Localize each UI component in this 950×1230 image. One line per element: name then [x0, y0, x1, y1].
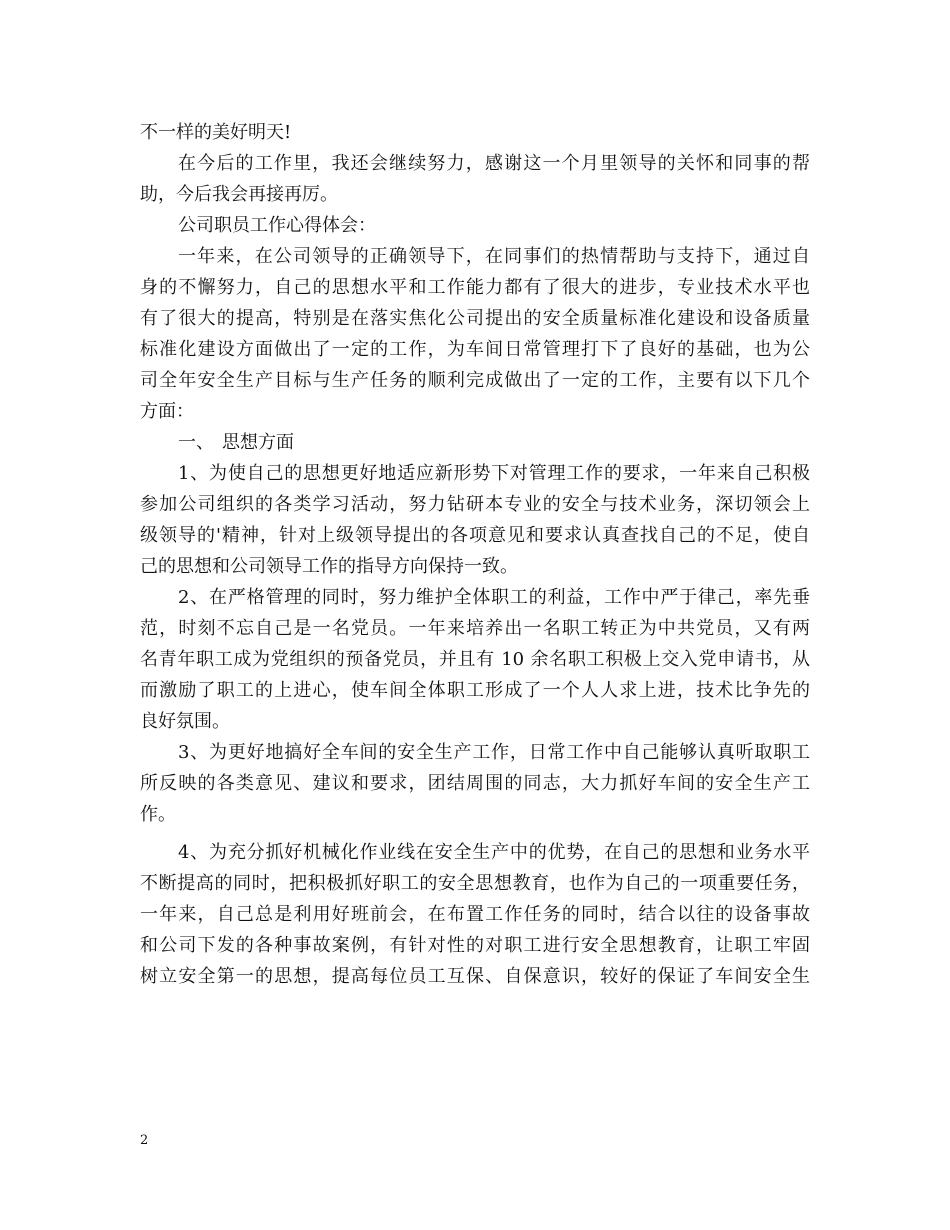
text-line: 有了很大的提高，特别是在落实焦化公司提出的安全质量标准化建设和设备质量 — [140, 308, 810, 329]
heading-number: 一、 — [178, 432, 214, 453]
text-line: 树立安全第一的思想，提高每位员工互保、自保意识，较好的保证了车间安全生 — [140, 966, 810, 987]
text-line: 助，今后我会再接再厉。 — [140, 184, 338, 205]
text-line: 和公司下发的各种事故案例，有针对性的对职工进行安全思想教育，让职工牢固 — [140, 935, 810, 956]
text-line: 参加公司组织的各类学习活动，努力钻研本专业的安全与技术业务，深切领会上 — [140, 494, 810, 515]
heading-text: 思想方面 — [222, 432, 294, 453]
text-line: 而激励了职工的上进心，使车间全体职工形成了一个人人求上进，技术比争先的 — [140, 680, 810, 701]
text-line: 司全年安全生产目标与生产任务的顺利完成做出了一定的工作，主要有以下几个 — [140, 370, 810, 391]
text-line: 4、为充分抓好机械化作业线在安全生产中的优势，在自己的思想和业务水平 — [178, 842, 810, 863]
subsection-heading — [140, 427, 810, 458]
text-line: 所反映的各类意见、建议和要求，团结周围的同志，大力抓好车间的安全生产工 — [140, 773, 810, 794]
text-line: 方面： — [140, 401, 194, 422]
page-number: 2 — [140, 1133, 149, 1148]
text-line: 一年来，在公司领导的正确领导下，在同事们的热情帮助与支持下，通过自 — [178, 246, 810, 267]
text-line: 级领导的'精神，针对上级领导提出的各项意见和要求认真查找自己的不足，使自 — [140, 525, 810, 546]
section-title: 公司职员工作心得体会： — [178, 215, 376, 236]
text-line: 标准化建设方面做出了一定的工作，为车间日常管理打下了良好的基础，也为公 — [140, 339, 810, 360]
text-line: 身的不懈努力，自己的思想水平和工作能力都有了很大的进步，专业技术水平也 — [140, 277, 810, 298]
text-line: 己的思想和公司领导工作的指导方向保持一致。 — [140, 556, 518, 577]
text-line: 2、在严格管理的同时，努力维护全体职工的利益，工作中严于律己，率先垂 — [178, 587, 810, 608]
text-line: 范，时刻不忘自己是一名党员。一年来培养出一名职工转正为中共党员，又有两 — [140, 618, 810, 639]
text-line: 3、为更好地搞好全车间的安全生产工作，日常工作中自己能够认真听取职工 — [178, 742, 810, 763]
text-line: 不一样的美好明天! — [140, 122, 292, 143]
text-line: 一年来，自己总是利用好班前会，在布置工作任务的同时，结合以往的设备事故 — [140, 904, 810, 925]
text-line: 名青年职工成为党组织的预备党员，并且有 10 余名职工积极上交入党申请书，从 — [140, 649, 810, 670]
text-line: 在今后的工作里，我还会继续努力，感谢这一个月里领导的关怀和同事的帮 — [178, 153, 810, 174]
text-line: 不断提高的同时，把积极抓好职工的安全思想教育，也作为自己的一项重要任务， — [140, 873, 810, 894]
text-line: 1、为使自己的思想更好地适应新形势下对管理工作的要求，一年来自己积极 — [178, 463, 810, 484]
text-line: 良好氛围。 — [140, 711, 230, 732]
text-line: 作。 — [140, 804, 176, 825]
document-body — [140, 117, 810, 992]
